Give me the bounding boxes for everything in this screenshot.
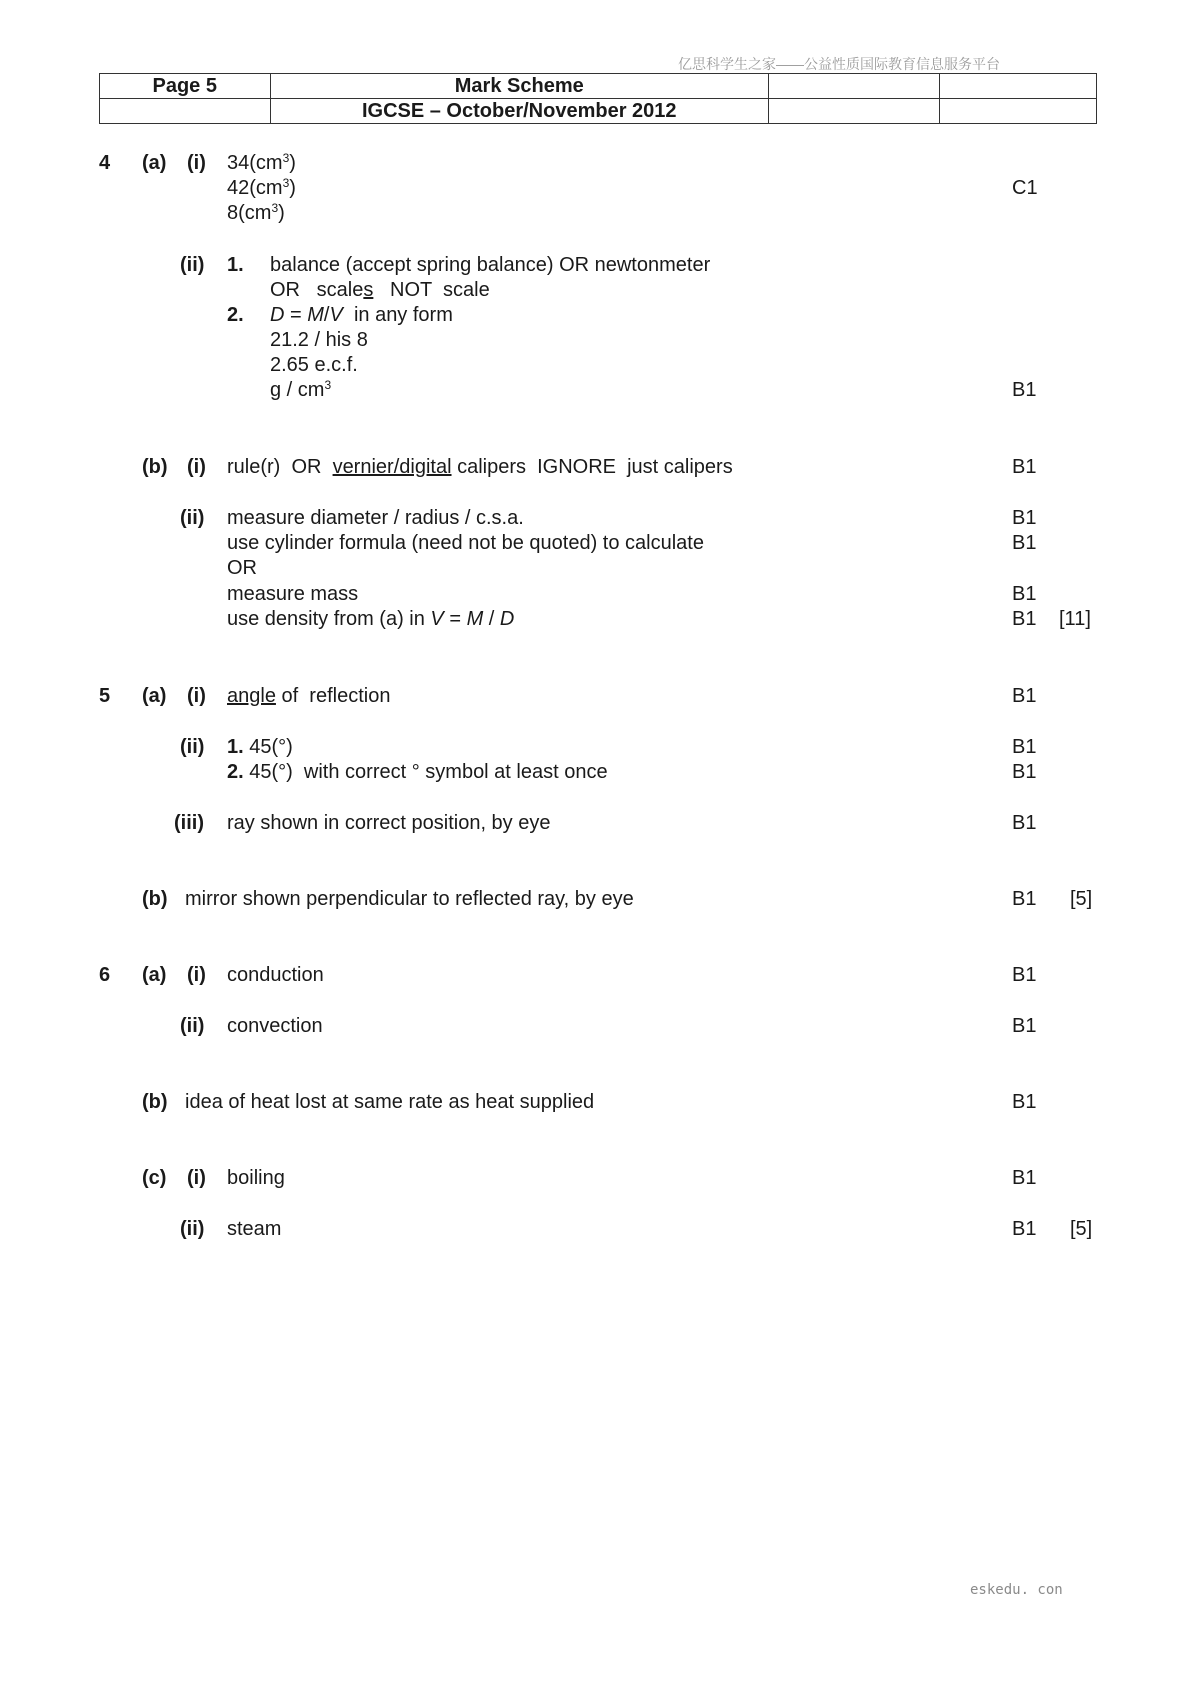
question-number: 6 [99,964,111,986]
mark: B1 [1012,583,1037,605]
total-marks: [5] [1070,1218,1093,1240]
mark: B1 [1012,761,1037,783]
answer-line: ray shown in correct position, by eye [227,812,551,834]
mark: B1 [1012,507,1037,529]
subpart-label: (i) [187,456,206,478]
value: 8 [227,202,239,224]
formula-var: V [329,304,343,326]
formula-var: M [466,608,484,630]
answer-line [227,684,390,708]
unit-close: ) [289,177,296,199]
answer-line: boiling [227,1167,285,1189]
text: 45(°) with correct ° symbol at least once [243,761,608,783]
subpart-label: (iii) [174,812,204,834]
header-empty-4 [769,99,940,124]
mark: C1 [1012,177,1038,199]
part-label: (c) [142,1167,167,1189]
mark: B1 [1012,964,1037,986]
value: 42 [227,177,250,199]
text: in any form [342,304,453,326]
part-label: (a) [142,152,167,174]
text: rule(r) OR [227,456,333,478]
answer-line: use cylinder formula (need not be quoted) to calculate [227,532,704,554]
part-label: (a) [142,685,167,707]
answer-line: measure mass [227,583,359,605]
formula-var: D [499,608,515,630]
header-title: Mark Scheme [270,74,769,99]
subpart-label: (ii) [180,1218,205,1240]
answer-line: convection [227,1015,323,1037]
total-marks: [11] [1059,608,1091,630]
answer-line [227,176,296,200]
answer-line: balance (accept spring balance) OR newtonmeter [270,254,711,276]
footer-text: eskedu. con [970,1582,1063,1598]
subpart-label: (ii) [180,507,205,529]
answer-line [227,760,608,784]
subpart-label: (ii) [180,254,205,276]
unit: (cm [249,177,283,199]
underlined-text: s [363,279,374,301]
answer-line: measure diameter / radius / c.s.a. [227,507,524,529]
underlined-text: vernier/digital [332,456,452,478]
part-label: (b) [142,888,168,910]
text: = [284,304,308,326]
mark: B1 [1012,1015,1037,1037]
answer-line [227,607,514,631]
unit-close: ) [289,152,296,174]
answer-line: mirror shown perpendicular to reflected ray, by eye [185,888,634,910]
header-page: Page 5 [100,74,271,99]
mark: B1 [1012,1218,1037,1240]
part-label: (a) [142,964,167,986]
answer-line [227,201,285,225]
subpart-label: (ii) [180,1015,205,1037]
watermark-text: 亿思科学生之家——公益性质国际教育信息服务平台 [678,56,1000,72]
point-label: 1. [227,736,244,758]
total-marks: [5] [1070,888,1093,910]
point-label: 1. [227,254,244,276]
answer-line: steam [227,1218,282,1240]
mark: B1 [1012,888,1037,910]
point-label: 2. [227,761,244,783]
unit: (cm [249,152,283,174]
answer-line [227,151,296,175]
answer-line [227,735,293,759]
text: 45(°) [243,736,293,758]
part-label: (b) [142,456,168,478]
unit-sup: 3 [271,201,279,215]
subpart-label: (i) [187,152,206,174]
subpart-label: (i) [187,685,206,707]
question-number: 5 [99,685,111,707]
answer-line: 21.2 / his 8 [270,329,368,351]
text: = [443,608,467,630]
mark: B1 [1012,1167,1037,1189]
unit-close: ) [278,202,285,224]
text: / [323,304,330,326]
answer-line: 2.65 e.c.f. [270,354,358,376]
header-subtitle: IGCSE – October/November 2012 [270,99,769,124]
answer-line [270,303,453,327]
text: of reflection [275,685,391,707]
answer-line [270,278,490,302]
header-empty-5 [939,99,1097,124]
subpart-label: (i) [187,964,206,986]
unit: (cm [238,202,272,224]
header-empty-2 [939,74,1097,99]
mark: B1 [1012,608,1037,630]
question-number: 4 [99,152,111,174]
subpart-label: (ii) [180,736,205,758]
text: NOT scale [373,279,490,301]
text: calipers IGNORE just calipers [451,456,733,478]
answer-line [270,378,331,402]
point-label: 2. [227,304,244,326]
header-table [99,73,1097,124]
mark: B1 [1012,456,1037,478]
mark: B1 [1012,532,1037,554]
mark: B1 [1012,1091,1037,1113]
unit-sup: 3 [324,378,332,392]
header-empty-1 [769,74,940,99]
underlined-text: angle [227,685,276,707]
value: 34 [227,152,250,174]
unit-sup: 3 [282,151,290,165]
part-label: (b) [142,1091,168,1113]
mark: B1 [1012,812,1037,834]
text: / [483,608,500,630]
formula-var: M [307,304,324,326]
unit: g / cm [270,379,325,401]
formula-var: D [270,304,285,326]
mark: B1 [1012,685,1037,707]
header-empty-3 [100,99,271,124]
answer-line: OR [227,557,257,579]
answer-line: conduction [227,964,324,986]
answer-line [227,455,733,479]
mark: B1 [1012,736,1037,758]
text: OR scale [270,279,364,301]
answer-line: idea of heat lost at same rate as heat supplied [185,1091,595,1113]
subpart-label: (i) [187,1167,206,1189]
formula-var: V [430,608,444,630]
unit-sup: 3 [282,176,290,190]
mark: B1 [1012,379,1037,401]
text: use density from (a) in [227,608,431,630]
